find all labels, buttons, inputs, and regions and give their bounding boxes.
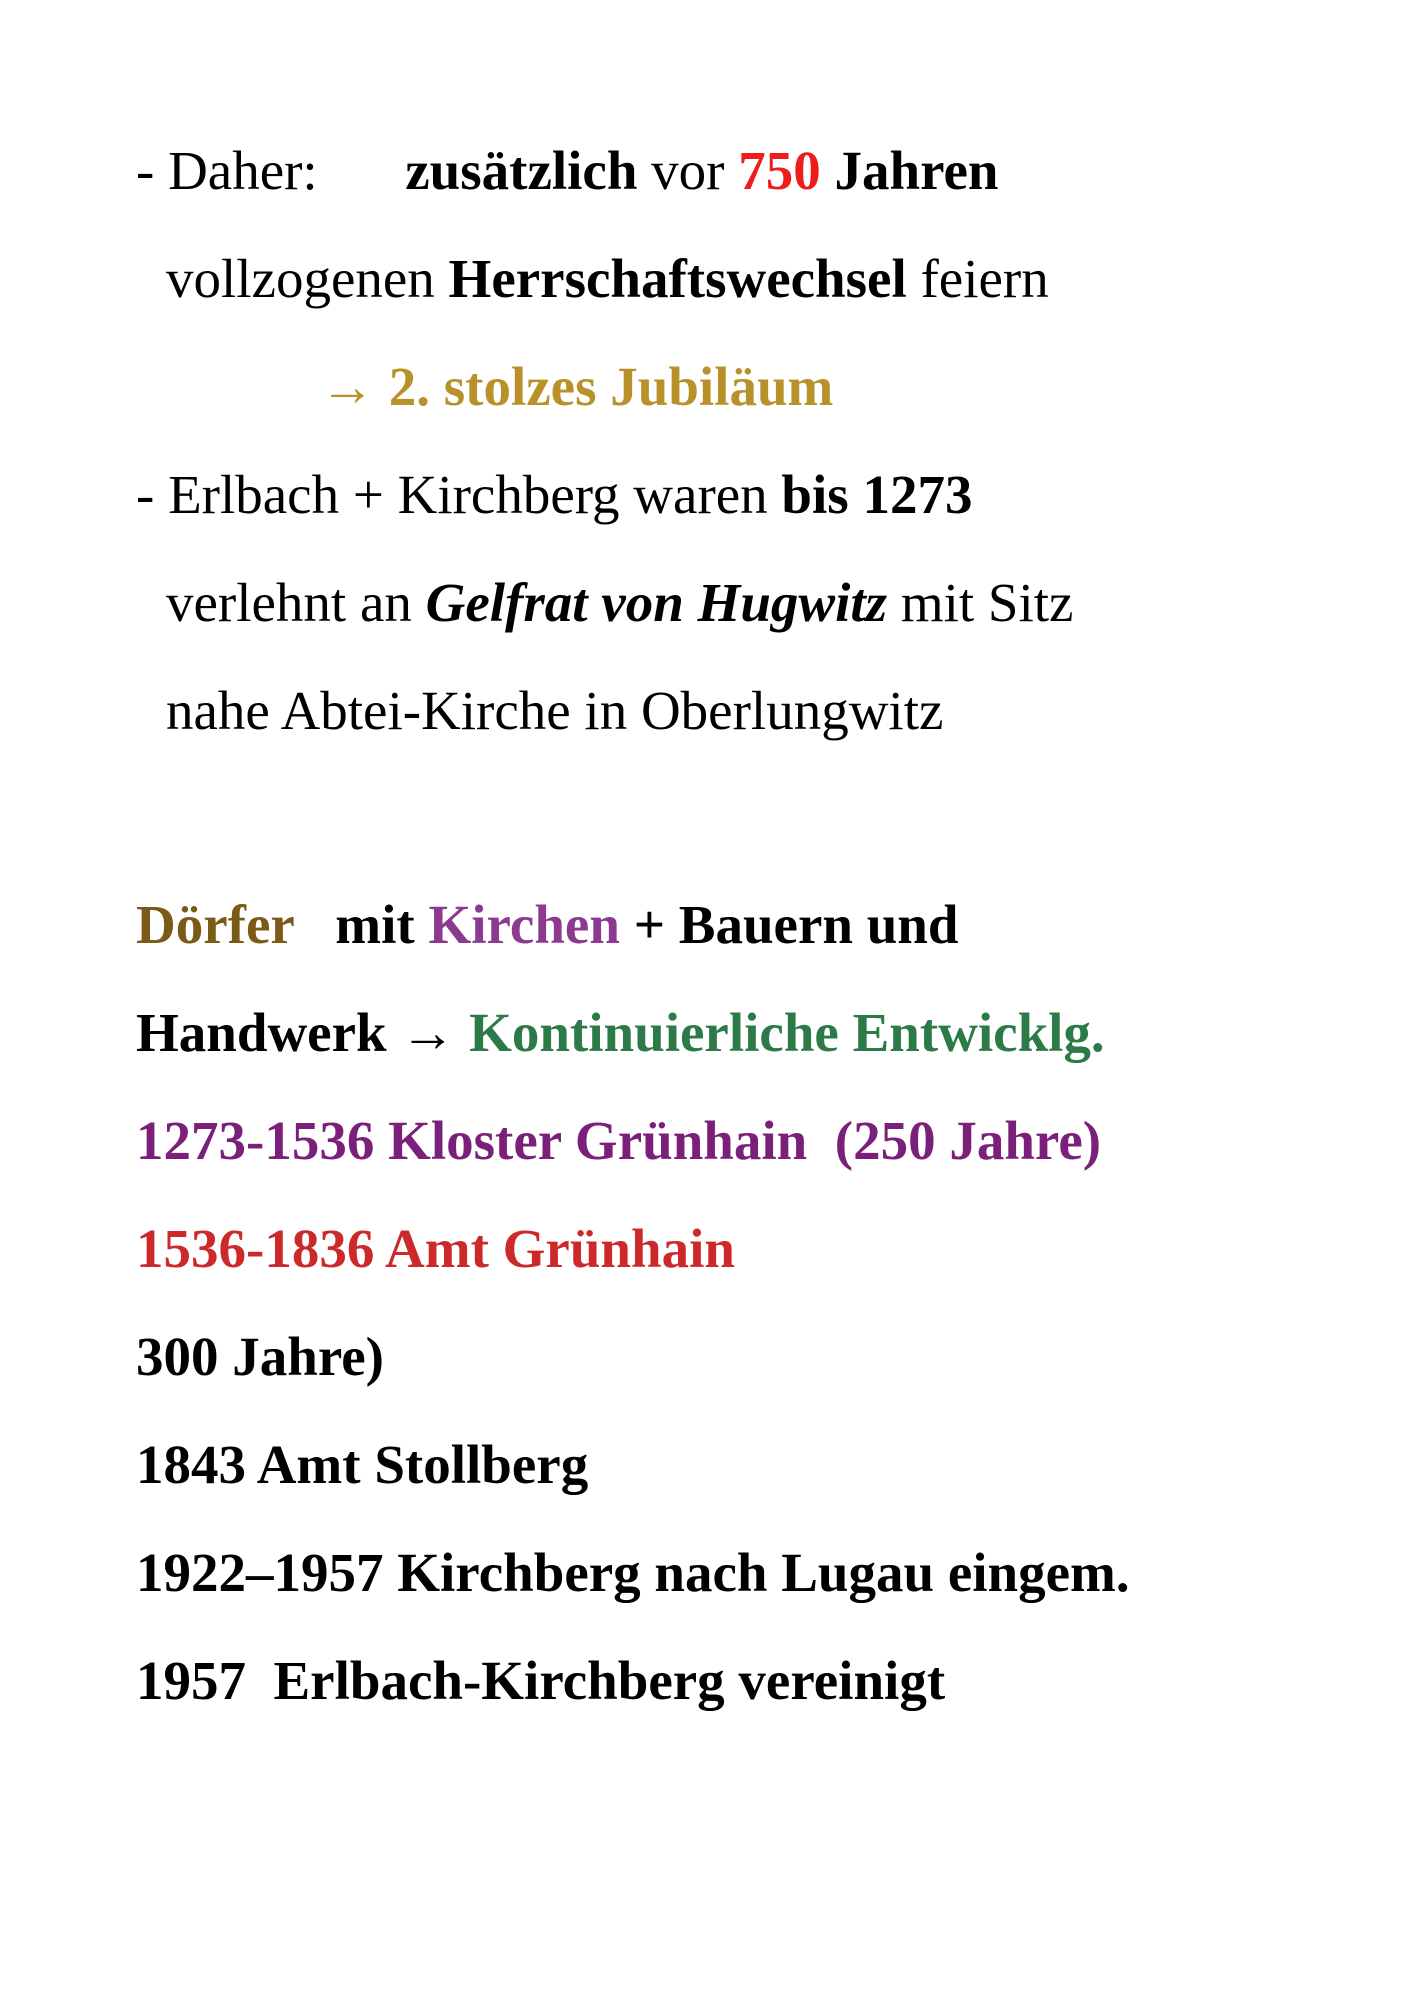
- text-line-erlbach: [136, 462, 972, 528]
- text-300-jahre: 300 Jahre): [136, 1326, 384, 1387]
- text-herrschaftswechsel: Herrschaftswechsel: [448, 248, 907, 309]
- text-handwerk: Handwerk →: [136, 1002, 456, 1063]
- text-jubilaeum: → 2. stolzes Jubiläum: [320, 356, 834, 417]
- text-erlbach-kirchberg: - Erlbach + Kirchberg waren: [136, 464, 768, 525]
- text-vereinigt: 1957 Erlbach-Kirchberg vereinigt: [136, 1650, 946, 1711]
- text-bauern: + Bauern und: [633, 894, 959, 955]
- text-line-vollzogenen: [166, 246, 1049, 312]
- text-line-handwerk: [136, 1000, 1105, 1066]
- text-amt-gruenhain: 1536-1836 Amt Grünhain: [136, 1218, 735, 1279]
- text-feiern: feiern: [920, 248, 1049, 309]
- text-zusaetzlich: zusätzlich: [405, 140, 638, 201]
- text-lugau: 1922–1957 Kirchberg nach Lugau eingem.: [136, 1542, 1130, 1603]
- text-vollzogenen: vollzogenen: [166, 248, 435, 309]
- text-vor: vor: [651, 140, 725, 201]
- text-entwicklung: Kontinuierliche Entwicklg.: [469, 1002, 1105, 1063]
- text-mit: mit: [335, 894, 415, 955]
- text-abtei-kirche: nahe Abtei-Kirche in Oberlungwitz: [166, 680, 944, 741]
- text-gelfrat: Gelfrat von Hugwitz: [425, 572, 888, 633]
- text-kloster-gruenhain: 1273-1536 Kloster Grünhain (250 Jahre): [136, 1110, 1102, 1171]
- text-doerfer: Dörfer: [136, 894, 294, 955]
- text-line-daher: [136, 138, 999, 204]
- text-kirchen: Kirchen: [428, 894, 620, 955]
- text-mit-sitz: mit Sitz: [900, 572, 1074, 633]
- text-verlehnt: verlehnt an: [166, 572, 412, 633]
- text-jahren: Jahren: [834, 140, 999, 201]
- text-line-verlehnt: [166, 570, 1073, 636]
- text-bis-1273: bis 1273: [781, 464, 973, 525]
- text-750: 750: [738, 140, 821, 201]
- text-amt-stollberg: 1843 Amt Stollberg: [136, 1434, 589, 1495]
- text-line-doerfer: [136, 892, 958, 958]
- text-daher: - Daher:: [136, 140, 318, 201]
